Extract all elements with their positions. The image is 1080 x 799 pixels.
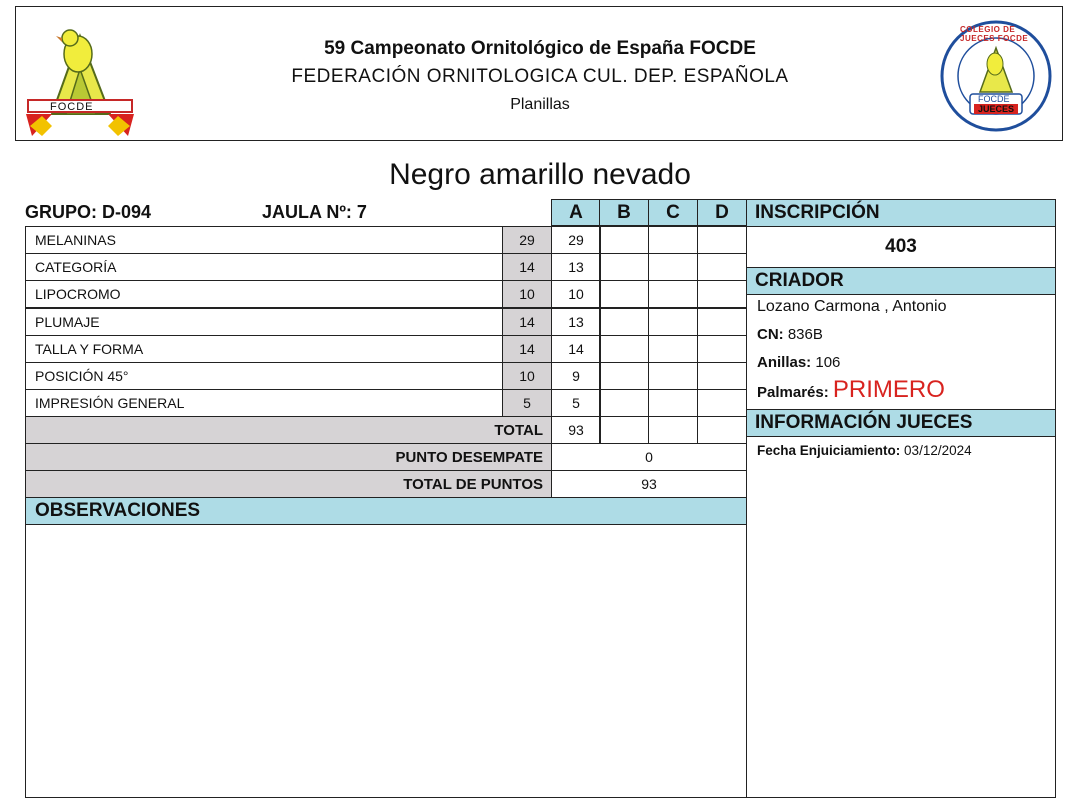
score-row-d — [697, 362, 747, 390]
score-row-d — [697, 253, 747, 281]
score-row-label-text: TALLA Y FORMA — [35, 341, 144, 357]
inscripcion-title: INSCRIPCIÓN — [755, 202, 880, 223]
score-row-label — [25, 362, 503, 390]
observaciones-header — [25, 497, 747, 525]
score-row-a — [551, 226, 601, 254]
fecha-label: Fecha Enjuiciamiento: — [757, 443, 901, 458]
score-row-d — [697, 226, 747, 254]
score-row-a-text: 10 — [568, 286, 584, 302]
score-row-label — [25, 280, 503, 308]
score-row-max — [502, 389, 552, 417]
score-row-c — [648, 362, 698, 390]
score-row-b — [599, 362, 649, 390]
score-row-label-text: LIPOCROMO — [35, 286, 121, 302]
score-row-b — [599, 226, 649, 254]
score-row-a — [551, 253, 601, 281]
col-head-b: B — [599, 199, 649, 226]
total-label — [25, 416, 552, 444]
score-row-a-text: 13 — [568, 259, 584, 275]
score-row-max-text: 5 — [523, 395, 531, 411]
observaciones-title: OBSERVACIONES — [35, 500, 201, 521]
seal-focde-text: FOCDE — [978, 94, 1010, 104]
score-row-label-text: CATEGORÍA — [35, 259, 117, 275]
score-row-a-text: 9 — [572, 368, 580, 384]
col-head-c: C — [648, 199, 698, 226]
colegio-jueces-logo — [940, 20, 1052, 132]
header-title: 59 Campeonato Ornitológico de España FOCDE — [324, 38, 756, 59]
score-row-b — [599, 308, 649, 336]
score-row-max — [502, 226, 552, 254]
score-row-label — [25, 335, 503, 363]
palmares-value: PRIMERO — [832, 376, 945, 403]
seal-jueces-text: JUECES — [978, 104, 1015, 114]
score-row-a-text: 14 — [568, 341, 584, 357]
total-a-value: 93 — [568, 422, 584, 438]
header-federation: FEDERACIÓN ORNITOLOGICA CUL. DEP. ESPAÑOLA — [291, 66, 789, 87]
criador-anillas — [757, 354, 840, 371]
info-jueces-title: INFORMACIÓN JUECES — [755, 412, 973, 433]
score-row-b — [599, 389, 649, 417]
score-row-a — [551, 389, 601, 417]
score-row-a — [551, 362, 601, 390]
total-puntos-label-text: TOTAL DE PUNTOS — [403, 475, 543, 493]
total-label-text: TOTAL — [494, 421, 543, 439]
cn-value: 836B — [787, 326, 823, 343]
score-row-max-text: 10 — [519, 368, 535, 384]
fecha-value: 03/12/2024 — [904, 443, 972, 458]
col-head-d: D — [697, 199, 747, 226]
total-puntos-label — [25, 470, 552, 498]
score-row-d — [697, 389, 747, 417]
score-row-label-text: MELANINAS — [35, 232, 116, 248]
score-row-max — [502, 335, 552, 363]
inscripcion-value: 403 — [885, 236, 917, 257]
criador-header — [746, 267, 1056, 295]
criador-cn — [757, 326, 823, 343]
cn-label: CN: — [757, 326, 784, 343]
score-row-max — [502, 308, 552, 336]
score-row-c — [648, 226, 698, 254]
total-puntos-value — [551, 470, 747, 498]
palmares-label: Palmarés: — [757, 384, 829, 401]
anillas-label: Anillas: — [757, 354, 812, 371]
score-row-c — [648, 308, 698, 336]
score-row-label — [25, 308, 503, 336]
score-row-a — [551, 280, 601, 308]
anillas-value: 106 — [815, 354, 841, 371]
score-row-b — [599, 280, 649, 308]
total-d — [697, 416, 747, 444]
score-row-a — [551, 308, 601, 336]
total-puntos-value-text: 93 — [641, 476, 657, 492]
header-subtitle: Planillas — [510, 96, 570, 113]
score-row-c — [648, 280, 698, 308]
score-row-max — [502, 253, 552, 281]
inscripcion-value-box — [746, 226, 1056, 268]
score-row-max-text: 14 — [519, 341, 535, 357]
seal-ring-text: COLEGIO DE JUECES FOCDE — [960, 25, 1029, 43]
score-row-c — [648, 335, 698, 363]
criador-name: Lozano Carmona , Antonio — [757, 298, 947, 315]
desempate-value — [551, 443, 747, 471]
desempate-label — [25, 443, 552, 471]
score-row-a — [551, 335, 601, 363]
desempate-value-text: 0 — [645, 449, 653, 465]
total-a — [551, 416, 601, 444]
observaciones-area — [25, 524, 747, 798]
score-row-d — [697, 308, 747, 336]
jaula-label: JAULA Nº: 7 — [262, 202, 367, 222]
score-row-d — [697, 280, 747, 308]
score-row-max-text: 14 — [519, 259, 535, 275]
col-head-a: A — [551, 199, 601, 226]
score-row-b — [599, 335, 649, 363]
score-row-max-text: 10 — [519, 286, 535, 302]
score-row-max-text: 14 — [519, 314, 535, 330]
score-row-label-text: IMPRESIÓN GENERAL — [35, 395, 185, 411]
score-row-label — [25, 253, 503, 281]
score-row-a-text: 13 — [568, 314, 584, 330]
desempate-label-text: PUNTO DESEMPATE — [395, 448, 543, 466]
criador-title: CRIADOR — [755, 270, 844, 291]
score-row-label-text: POSICIÓN 45° — [35, 368, 129, 384]
score-row-label — [25, 226, 503, 254]
score-row-a-text: 29 — [568, 232, 584, 248]
score-row-max — [502, 362, 552, 390]
total-b — [599, 416, 649, 444]
criador-palmares — [757, 376, 945, 404]
info-jueces-box — [746, 436, 1056, 798]
score-row-max-text: 29 — [519, 232, 535, 248]
inscripcion-header — [746, 199, 1056, 227]
score-row-c — [648, 253, 698, 281]
score-row-a-text: 5 — [572, 395, 580, 411]
left-logo-text: FOCDE — [50, 101, 94, 113]
score-row-d — [697, 335, 747, 363]
score-row-b — [599, 253, 649, 281]
score-row-label-text: PLUMAJE — [35, 314, 100, 330]
fecha-enjuiciamiento — [757, 443, 972, 458]
grupo-label: GRUPO: D-094 — [25, 202, 152, 222]
total-c — [648, 416, 698, 444]
score-row-c — [648, 389, 698, 417]
score-row-label — [25, 389, 503, 417]
score-row-max — [502, 280, 552, 308]
info-jueces-header — [746, 409, 1056, 437]
breed-title: Negro amarillo nevado — [389, 158, 691, 191]
